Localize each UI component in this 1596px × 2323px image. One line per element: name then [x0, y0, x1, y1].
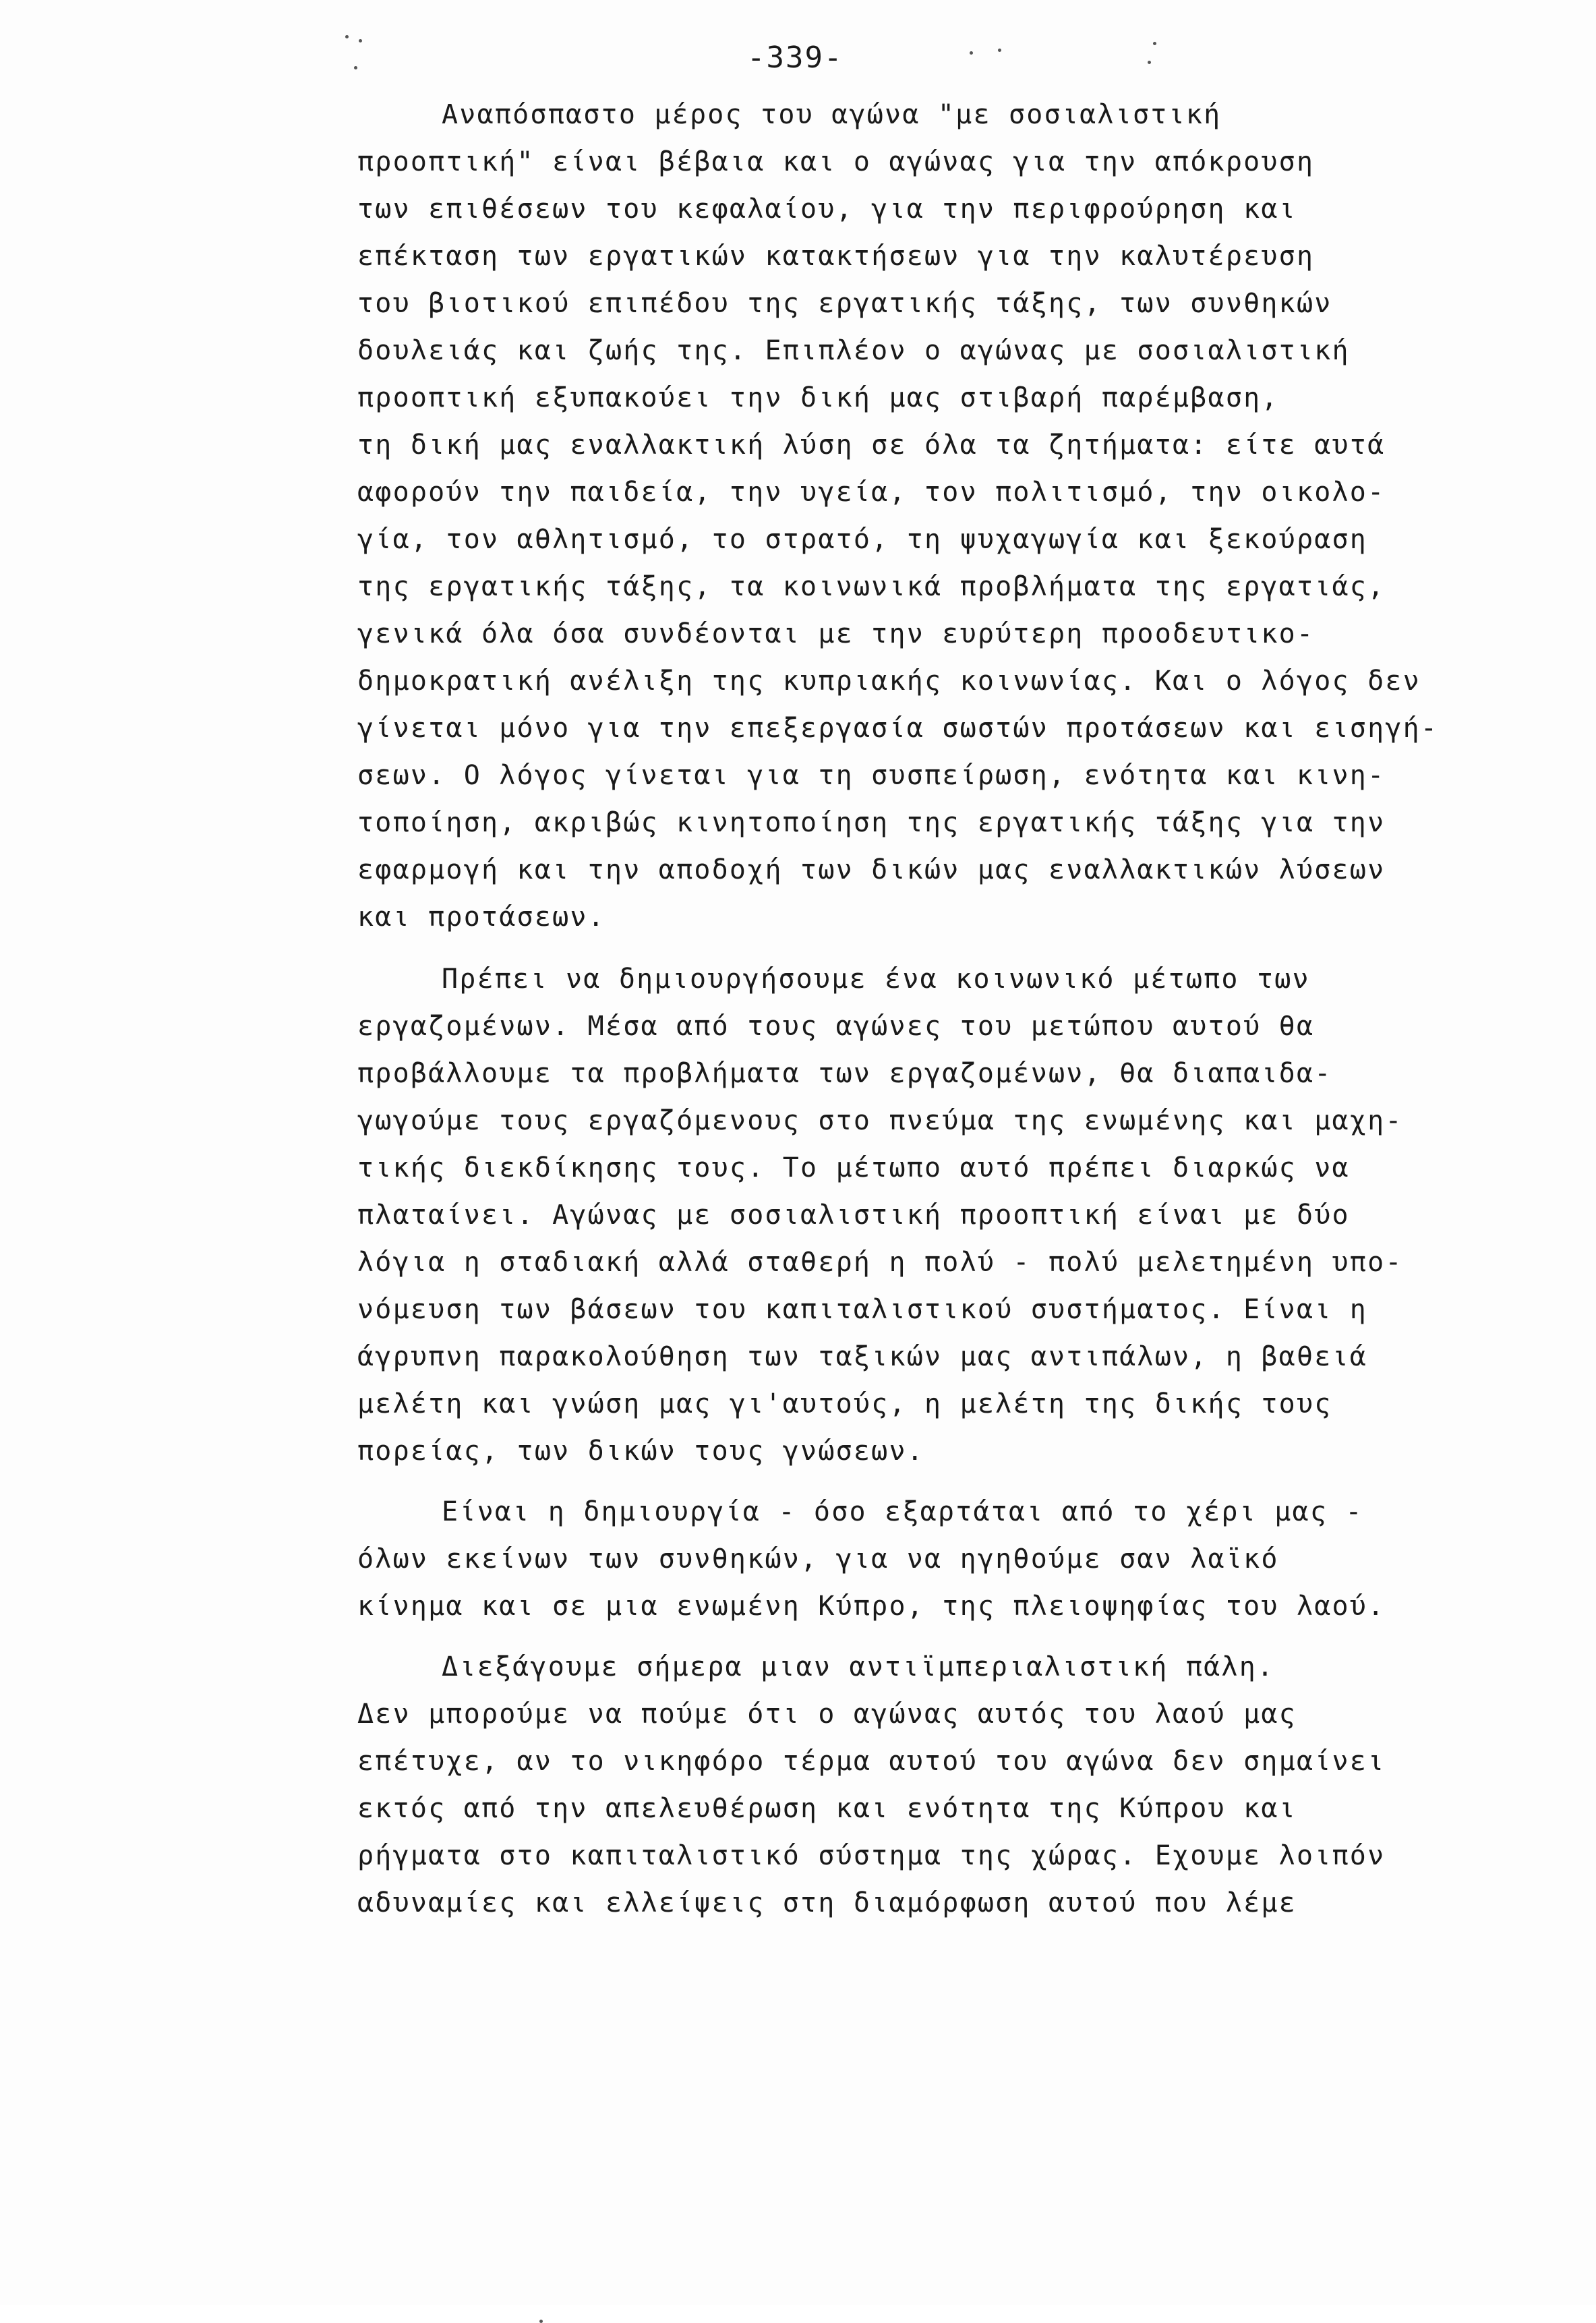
- text-line: Διεξάγουμε σήμερα μιαν αντιϊμπεριαλιστική πάλη.: [442, 1651, 1275, 1682]
- text-line: γωγούμε τους εργαζόμενους στο πνεύμα της ενωμένης και μαχη-: [357, 1105, 1403, 1136]
- text-line: λόγια η σταδιακή αλλά σταθερή η πολύ - πολύ μελετημένη υπο-: [357, 1247, 1403, 1278]
- page-number: -339-: [747, 40, 844, 75]
- scan-speck: [345, 35, 349, 38]
- scan-speck: [1153, 42, 1156, 45]
- text-line: πορείας, των δικών τους γνώσεων.: [357, 1436, 925, 1467]
- text-line: τικής διεκδίκησης τους. Το μέτωπο αυτό πρέπει διαρκώς να: [357, 1152, 1350, 1183]
- text-line: κίνημα και σε μια ενωμένη Κύπρο, της πλειοψηφίας του λαού.: [357, 1591, 1386, 1622]
- text-line: όλων εκείνων των συνθηκών, για να ηγηθούμε σαν λαϊκό: [357, 1543, 1279, 1575]
- scan-speck: [998, 49, 1001, 52]
- text-line: εφαρμογή και την αποδοχή των δικών μας εναλλακτικών λύσεων: [357, 854, 1386, 885]
- text-line: πλαταίνει. Αγώνας με σοσιαλιστική προοπτική είναι με δύο: [357, 1200, 1350, 1231]
- text-line: τοποίηση, ακριβώς κινητοποίηση της εργατικής τάξης για την: [357, 807, 1386, 838]
- text-line: νόμευση των βάσεων του καπιταλιστικού συστήματος. Είναι η: [357, 1294, 1368, 1325]
- text-line: δημοκρατική ανέλιξη της κυπριακής κοινωνίας. Και ο λόγος δεν: [357, 666, 1421, 697]
- scan-speck: [1148, 61, 1151, 64]
- text-line: ρήγματα στο καπιταλιστικό σύστημα της χώρας. Εχουμε λοιπόν: [357, 1840, 1386, 1871]
- text-line: Δεν μπορούμε να πούμε ότι ο αγώνας αυτός του λαού μας: [357, 1699, 1297, 1730]
- scan-speck: [354, 66, 357, 69]
- text-line: μελέτη και γνώση μας γι'αυτούς, η μελέτη της δικής τους: [357, 1388, 1332, 1419]
- text-line: των επιθέσεων του κεφαλαίου, για την περιφρούρηση και: [357, 194, 1297, 225]
- text-line: και προτάσεων.: [357, 902, 605, 933]
- text-line: δουλειάς και ζωής της. Επιπλέον ο αγώνας με σοσιαλιστική: [357, 335, 1350, 366]
- text-line: προοπτική εξυπακούει την δική μας στιβαρή παρέμβαση,: [357, 382, 1279, 413]
- scan-speck: [970, 51, 973, 55]
- scan-speck: [359, 39, 362, 42]
- text-line: τη δική μας εναλλακτική λύση σε όλα τα ζητήματα: είτε αυτά: [357, 430, 1386, 461]
- text-line: προοπτική" είναι βέβαια και ο αγώνας για την απόκρουση: [357, 146, 1315, 177]
- text-line: γίνεται μόνο για την επεξεργασία σωστών προτάσεων και εισηγή-: [357, 713, 1439, 744]
- text-line: σεων. Ο λόγος γίνεται για τη συσπείρωση, ενότητα και κινη-: [357, 760, 1386, 791]
- scan-speck: [539, 2320, 543, 2323]
- text-line: αδυναμίες και ελλείψεις στη διαμόρφωση αυτού που λέμε: [357, 1887, 1297, 1918]
- text-line: αφορούν την παιδεία, την υγεία, τον πολιτισμό, την οικολο-: [357, 477, 1386, 508]
- text-line: Είναι η δημιουργία - όσο εξαρτάται από το χέρι μας -: [442, 1496, 1363, 1527]
- text-line: της εργατικής τάξης, τα κοινωνικά προβλήματα της εργατιάς,: [357, 571, 1386, 602]
- text-line: Αναπόσπαστο μέρος του αγώνα "με σοσιαλιστική: [442, 99, 1222, 130]
- text-line: του βιοτικού επιπέδου της εργατικής τάξης, των συνθηκών: [357, 288, 1332, 319]
- text-line: εκτός από την απελευθέρωση και ενότητα της Κύπρου και: [357, 1793, 1297, 1824]
- text-line: Πρέπει να δημιουργήσουμε ένα κοινωνικό μέτωπο των: [442, 964, 1310, 995]
- text-line: επέτυχε, αν το νικηφόρο τέρμα αυτού του αγώνα δεν σημαίνει: [357, 1746, 1386, 1777]
- text-line: επέκταση των εργατικών κατακτήσεων για την καλυτέρευση: [357, 241, 1315, 272]
- text-line: άγρυπνη παρακολούθηση των ταξικών μας αντιπάλων, η βαθειά: [357, 1341, 1368, 1372]
- text-line: εργαζομένων. Μέσα από τους αγώνες του μετώπου αυτού θα: [357, 1011, 1315, 1042]
- text-line: γία, τον αθλητισμό, το στρατό, τη ψυχαγωγία και ξεκούραση: [357, 524, 1368, 555]
- text-line: γενικά όλα όσα συνδέονται με την ευρύτερη προοδευτικο-: [357, 618, 1315, 649]
- text-line: προβάλλουμε τα προβλήματα των εργαζομένων, θα διαπαιδα-: [357, 1058, 1332, 1089]
